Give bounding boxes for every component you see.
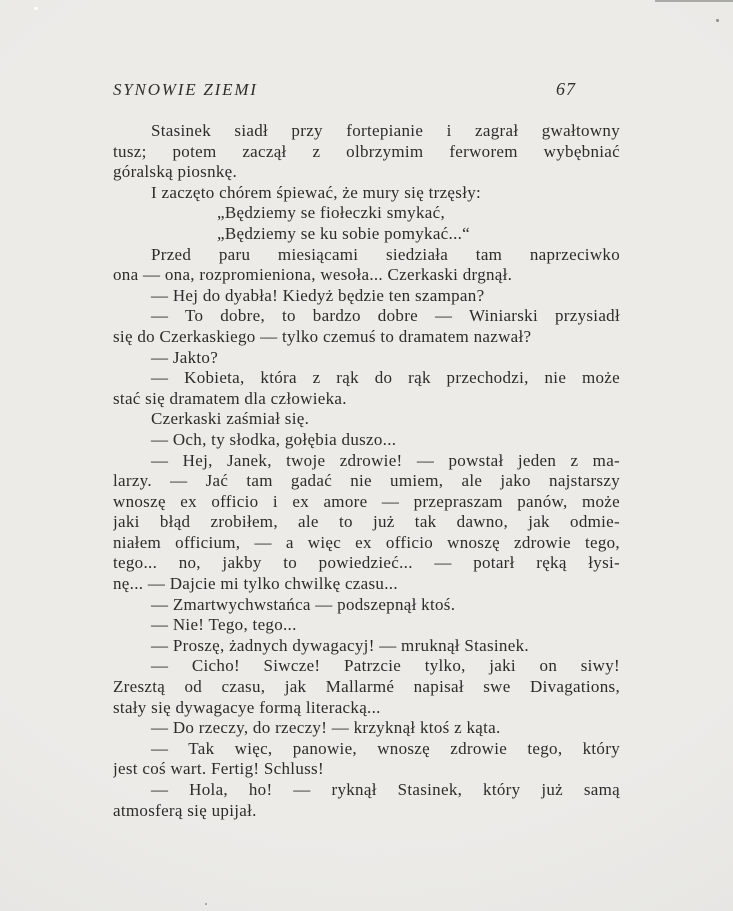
text-line: — Kobieta, która z rąk do rąk przechodzi, nie może [151,368,620,388]
text-line: I zaczęto chórem śpiewać, że mury się trzęsły: [151,182,482,202]
text-line: tusz; potem zaczął z olbrzymim ferworem wybębniać [113,141,620,161]
text-line: góralską piosnkę. [113,162,238,182]
text-line: — To dobre, to bardzo dobre — Winiarski przysiadł [151,306,620,326]
text-line: stać się dramatem dla człowieka. [113,388,347,408]
text-line: — Hej do dyabła! Kiedyż będzie ten szampan? [151,285,485,305]
text-line: nę... — Dajcie mi tylko chwilkę czasu... [113,574,398,594]
book-title: SYNOWIE ZIEMI [113,80,258,99]
text-line: — Do rzeczy, do rzeczy! — krzyknął ktoś z kąta. [151,718,501,738]
text-line: tego... no, jakby to powiedzieć... — potarł ręką łysi- [113,553,620,573]
text-line: — Jakto? [151,347,219,367]
text-line: jest coś wart. Fertig! Schluss! [113,759,324,779]
scan-speck [34,7,38,10]
text-line: ona — ona, rozpromieniona, wesoła... Czerkaski drgnął. [113,265,513,285]
scan-speck [205,903,207,905]
scan-edge-artifact [655,0,733,2]
text-line: jaki błąd zrobiłem, ale to już tak dawno, jak odmie- [113,512,620,532]
text-line: Zresztą od czasu, jak Mallarmé napisał swe Divagations, [113,677,620,697]
text-line: — Zmartwychwstańca — podszepnął ktoś. [151,594,456,614]
text-line: wnoszę ex officio i ex amore — przepraszam panów, może [113,491,620,511]
text-block [113,121,620,821]
running-header [113,79,620,100]
verse-line: „Będziemy se ku sobie pomykać...“ [217,223,471,243]
text-line: — Och, ty słodka, gołębia duszo... [151,429,397,449]
text-line: niałem officium, — a więc ex officio wnoszę zdrowie tego, [113,532,620,552]
text-line: Przed paru miesiącami siedziała tam naprzeciwko [151,244,620,264]
page-number: 67 [556,79,576,99]
text-line: larzy. — Jać tam gadać nie umiem, ale jako najstarszy [113,471,620,491]
text-line: — Nie! Tego, tego... [151,615,297,635]
scan-speck [716,19,719,22]
verse-line: „Będziemy se fiołeczki smykać, [217,203,446,223]
text-line: się do Czerkaskiego — tylko czemuś to dramatem nazwał? [113,326,532,346]
text-line: — Hej, Janek, twoje zdrowie! — powstał jeden z ma- [151,450,620,470]
text-line: atmosferą się upijał. [113,800,257,820]
text-line: — Tak więc, panowie, wnoszę zdrowie tego, który [151,738,620,758]
text-line: Czerkaski zaśmiał się. [151,409,310,429]
text-line: — Hola, ho! — ryknął Stasinek, który już samą [151,780,620,799]
text-line: — Proszę, żadnych dywagacyj! — mruknął Stasinek. [151,635,529,655]
text-line: Stasinek siadł przy fortepianie i zagrał gwałtowny [151,121,620,140]
text-line: — Cicho! Siwcze! Patrzcie tylko, jaki on siwy! [151,656,620,676]
text-line: stały się dywagacye formą literacką... [113,697,381,717]
